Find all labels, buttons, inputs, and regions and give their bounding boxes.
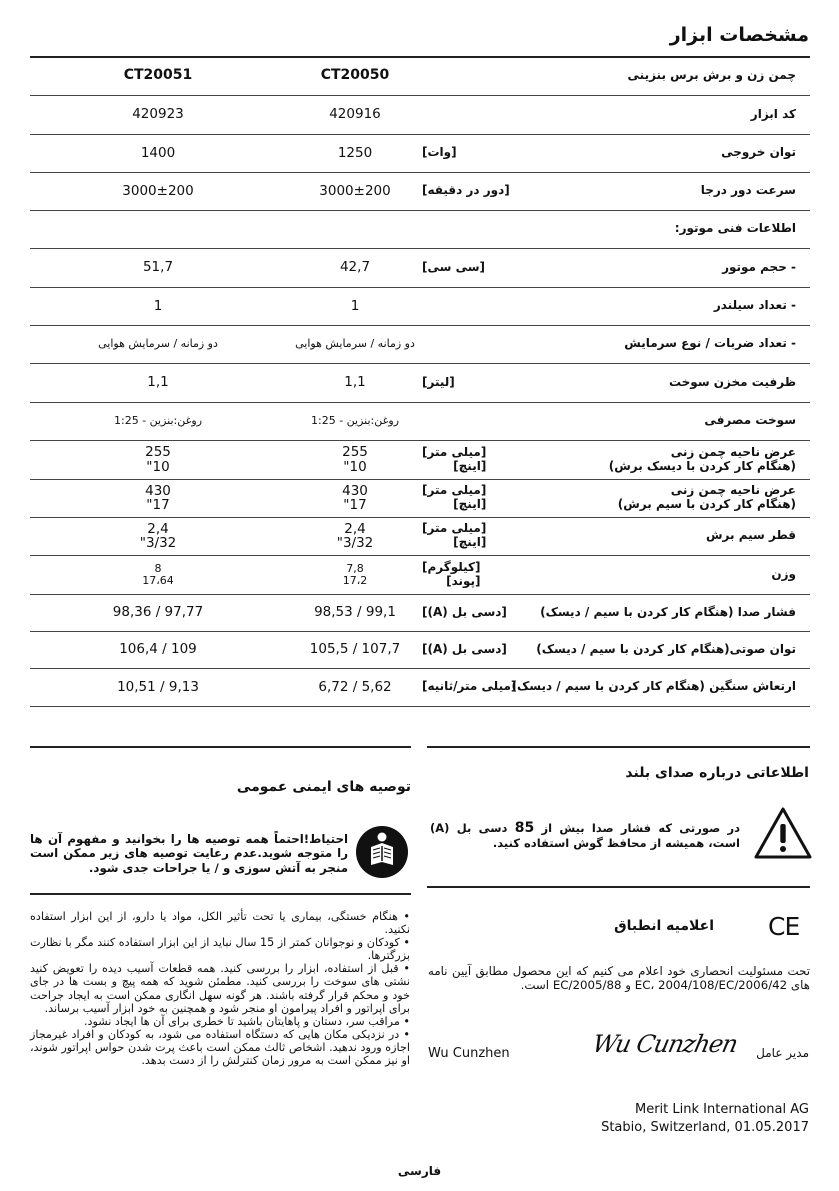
- safety-bullet: • در نزدیکی مکان هایی که دستگاه استفاده می شود، به کودکان و افراد غیرمجاز اجازه ورود ندهید. اشخاص ثالث ممکن است باعث پرت شدن حواس اپراتور شوند، او نیز ممکن است به مرور زمان کنترلش را از دست بدهد.: [30, 1027, 410, 1068]
- spec-value-ct20050: 430 "17: [342, 482, 368, 513]
- spec-value-ct20050: 1,1: [344, 374, 366, 391]
- spec-value-ct20051: 1,1: [147, 374, 169, 391]
- spec-value-ct20050: 1250: [337, 144, 373, 161]
- spec-row: [30, 479, 810, 518]
- spec-unit: [کیلوگرم] [پوند]: [422, 559, 481, 588]
- spec-unit: [میلی متر] [اینچ]: [422, 483, 487, 511]
- safety-bullet: • قبل از استفاده، ابزار را بررسی کنید. همه قطعات آسیب دیده را تعویض کنید نشتی های سوخت را بررسی کنید. مطمئن شوید که همه پیچ و بست ها در جای خود و محکم قرار گرفته باشند. هر گونه سهل انگاری ممکن است به ایجاد جراحت برای اپراتور و افراد پیرامون او منجر شود و همچنین به خود ابزار آسیب برساند.: [30, 962, 410, 1015]
- spec-label: عرض ناحیه چمن زنی (هنگام کار کردن با سیم برش): [617, 483, 796, 511]
- conformity-title: اعلامیه انطباق: [614, 918, 714, 934]
- noise-title: اطلاعاتی درباره صدای بلند: [625, 765, 809, 781]
- safety-bullets: [30, 910, 410, 1067]
- spec-value-ct20051: 1400: [140, 144, 176, 161]
- spec-value-ct20051: 430 "17: [145, 482, 171, 513]
- spec-unit: [میلی متر] [اینچ]: [422, 521, 487, 549]
- spec-label: قطر سیم برش: [705, 528, 796, 543]
- safety-top-rule: [30, 746, 411, 748]
- spec-unit: [میلی متر/ثانیه]: [422, 679, 517, 694]
- noise-text: در صورتی که فشار صدا بیش از 85 دسی بل (A) است، همیشه از محافظ گوش استفاده کنید.: [430, 820, 740, 850]
- spec-value-ct20051: 255 "10: [145, 444, 171, 475]
- spec-value-ct20050: روغن:بنزین - 1:25: [311, 414, 400, 428]
- spec-value-ct20051: 98,36 / 97,77: [112, 604, 204, 621]
- spec-row: [30, 287, 810, 326]
- spec-label: - تعداد سیلندر: [713, 298, 796, 313]
- safety-bullet: • کودکان و نوجوانان کمتر از 15 سال نباید از این ابزار استفاده کنند مگر با نظارت بزرگترها.: [30, 936, 410, 963]
- noise-top-rule: [427, 746, 810, 748]
- spec-row: [30, 517, 810, 556]
- spec-unit: [وات]: [422, 145, 457, 160]
- spec-label: سوخت مصرفی: [704, 413, 796, 428]
- spec-value-ct20051: 420923: [132, 106, 184, 123]
- spec-unit: [میلی متر] [اینچ]: [422, 444, 487, 473]
- spec-value-ct20051: 51,7: [142, 259, 174, 276]
- spec-row: [30, 95, 810, 135]
- spec-value-ct20051: دو زمانه / سرمایش هوایی: [98, 337, 218, 351]
- spec-row: [30, 668, 810, 707]
- noise-threshold: 85: [514, 820, 535, 836]
- spec-label: - تعداد ضربات / نوع سرمایش: [624, 336, 796, 351]
- spec-value-ct20050: 105,5 / 107,7: [309, 641, 401, 658]
- spec-unit: [دور در دقیقه]: [422, 183, 510, 198]
- safety-bullet: • مراقب سر، دستان و پاهایتان باشید تا خطری برای آن ها ایجاد نشود.: [83, 1014, 410, 1028]
- spec-value-ct20051: 106,4 / 109: [119, 641, 197, 658]
- spec-row: [30, 134, 810, 173]
- conformity-text: تحت مسئولیت انحصاری خود اعلام می کنیم که این محصول مطابق آیین نامه های 2006/42/EC، 2004/108/EC و 2005/88/EC است.: [428, 964, 810, 993]
- warning-triangle-icon: [753, 806, 813, 860]
- spec-value-ct20051: 10,51 / 9,13: [117, 678, 199, 695]
- spec-unit: [دسی بل (A)]: [422, 604, 507, 619]
- spec-label: توان خروجی: [721, 145, 796, 160]
- manual-read-icon: [355, 825, 409, 879]
- spec-label: توان صوتی(هنگام کار کردن با سیم / دیسک): [536, 641, 796, 656]
- spec-value-ct20050: 255 "10: [342, 444, 368, 475]
- spec-label: فشار صدا (هنگام کار کردن با سیم / دیسک): [540, 604, 796, 619]
- spec-row: [30, 248, 810, 288]
- spec-row: [30, 325, 810, 364]
- spec-row: [30, 363, 810, 403]
- spec-value-ct20051: روغن:بنزین - 1:25: [114, 414, 203, 428]
- spec-value-ct20051: 8 17،64: [142, 561, 174, 587]
- place-date: Stabio, Switzerland, 01.05.2017: [601, 1120, 809, 1135]
- spec-label: اطلاعات فنی موتور:: [674, 221, 796, 236]
- spec-value-ct20050: 98,53 / 99,1: [314, 604, 396, 621]
- signature: Wu Cunzhen: [590, 1030, 740, 1058]
- spec-label: ظرفیت مخزن سوخت: [668, 374, 796, 389]
- model-ct20050: CT20050: [320, 67, 390, 84]
- spec-row: [30, 440, 810, 480]
- spec-label: عرض ناحیه چمن زنی (هنگام کار کردن با دیسک برش): [608, 444, 796, 473]
- page-title: مشخصات ابزار: [669, 24, 809, 46]
- spec-header-row: [30, 56, 810, 96]
- spec-row: [30, 402, 810, 441]
- spec-row: [30, 631, 810, 669]
- spec-row: [30, 172, 810, 211]
- spec-label: - حجم موتور: [722, 259, 796, 274]
- safety-title: توصیه های ایمنی عمومی: [236, 779, 411, 795]
- spec-value-ct20051: 1: [153, 297, 163, 314]
- spec-label: ارتعاش سنگین (هنگام کار کردن با سیم / دیسک): [511, 679, 796, 694]
- spec-value-ct20050: 7,8 17،2: [342, 561, 368, 587]
- signatory-name: Wu Cunzhen: [428, 1046, 510, 1061]
- noise-bottom-rule: [427, 886, 810, 888]
- footer-language: فارسی: [397, 1164, 442, 1178]
- manager-label: مدیر عامل: [756, 1046, 809, 1060]
- spec-label: وزن: [771, 566, 796, 581]
- spec-value-ct20050: دو زمانه / سرمایش هوایی: [295, 337, 415, 351]
- spec-value-ct20050: 3000±200: [319, 182, 391, 199]
- spec-row: [30, 594, 810, 632]
- spec-unit: [لیتر]: [422, 374, 455, 389]
- spec-row: [30, 210, 810, 249]
- spec-value-ct20050: 2,4 "3/32: [336, 520, 374, 551]
- spec-label: کد ابزار: [750, 106, 796, 121]
- spec-value-ct20050: 6,72 / 5,62: [318, 678, 392, 695]
- spec-value-ct20051: 3000±200: [122, 182, 194, 199]
- safety-warning: احتیاط!احتماً همه توصیه ها را بخوانید و مفهوم آن ها را متوجه شوید.عدم رعایت توصیه های زیر ممکن است منجر به آتش سوزی و / یا جراحات جدی شود.: [30, 832, 348, 875]
- spec-value-ct20050: 42,7: [339, 259, 371, 276]
- spec-value-ct20051: 2,4 "3/32: [139, 520, 177, 551]
- spec-row: [30, 555, 810, 595]
- product-name: چمن زن و برش برس بنزینی: [627, 67, 796, 82]
- spec-value-ct20050: 420916: [329, 106, 381, 123]
- spec-value-ct20050: 1: [350, 297, 360, 314]
- spec-unit: [دسی بل (A)]: [422, 641, 507, 656]
- ce-mark-icon: CE: [768, 912, 800, 941]
- company-name: Merit Link International AG: [635, 1102, 809, 1117]
- spec-unit: [سی سی]: [422, 259, 486, 274]
- safety-bottom-rule: [30, 893, 411, 895]
- safety-bullet: • هنگام خستگی، بیماری یا تحت تأثیر الکل، مواد یا دارو، از این ابزار استفاده نکنید.: [30, 910, 410, 937]
- model-ct20051: CT20051: [123, 67, 193, 84]
- spec-label: سرعت دور درجا: [700, 183, 796, 198]
